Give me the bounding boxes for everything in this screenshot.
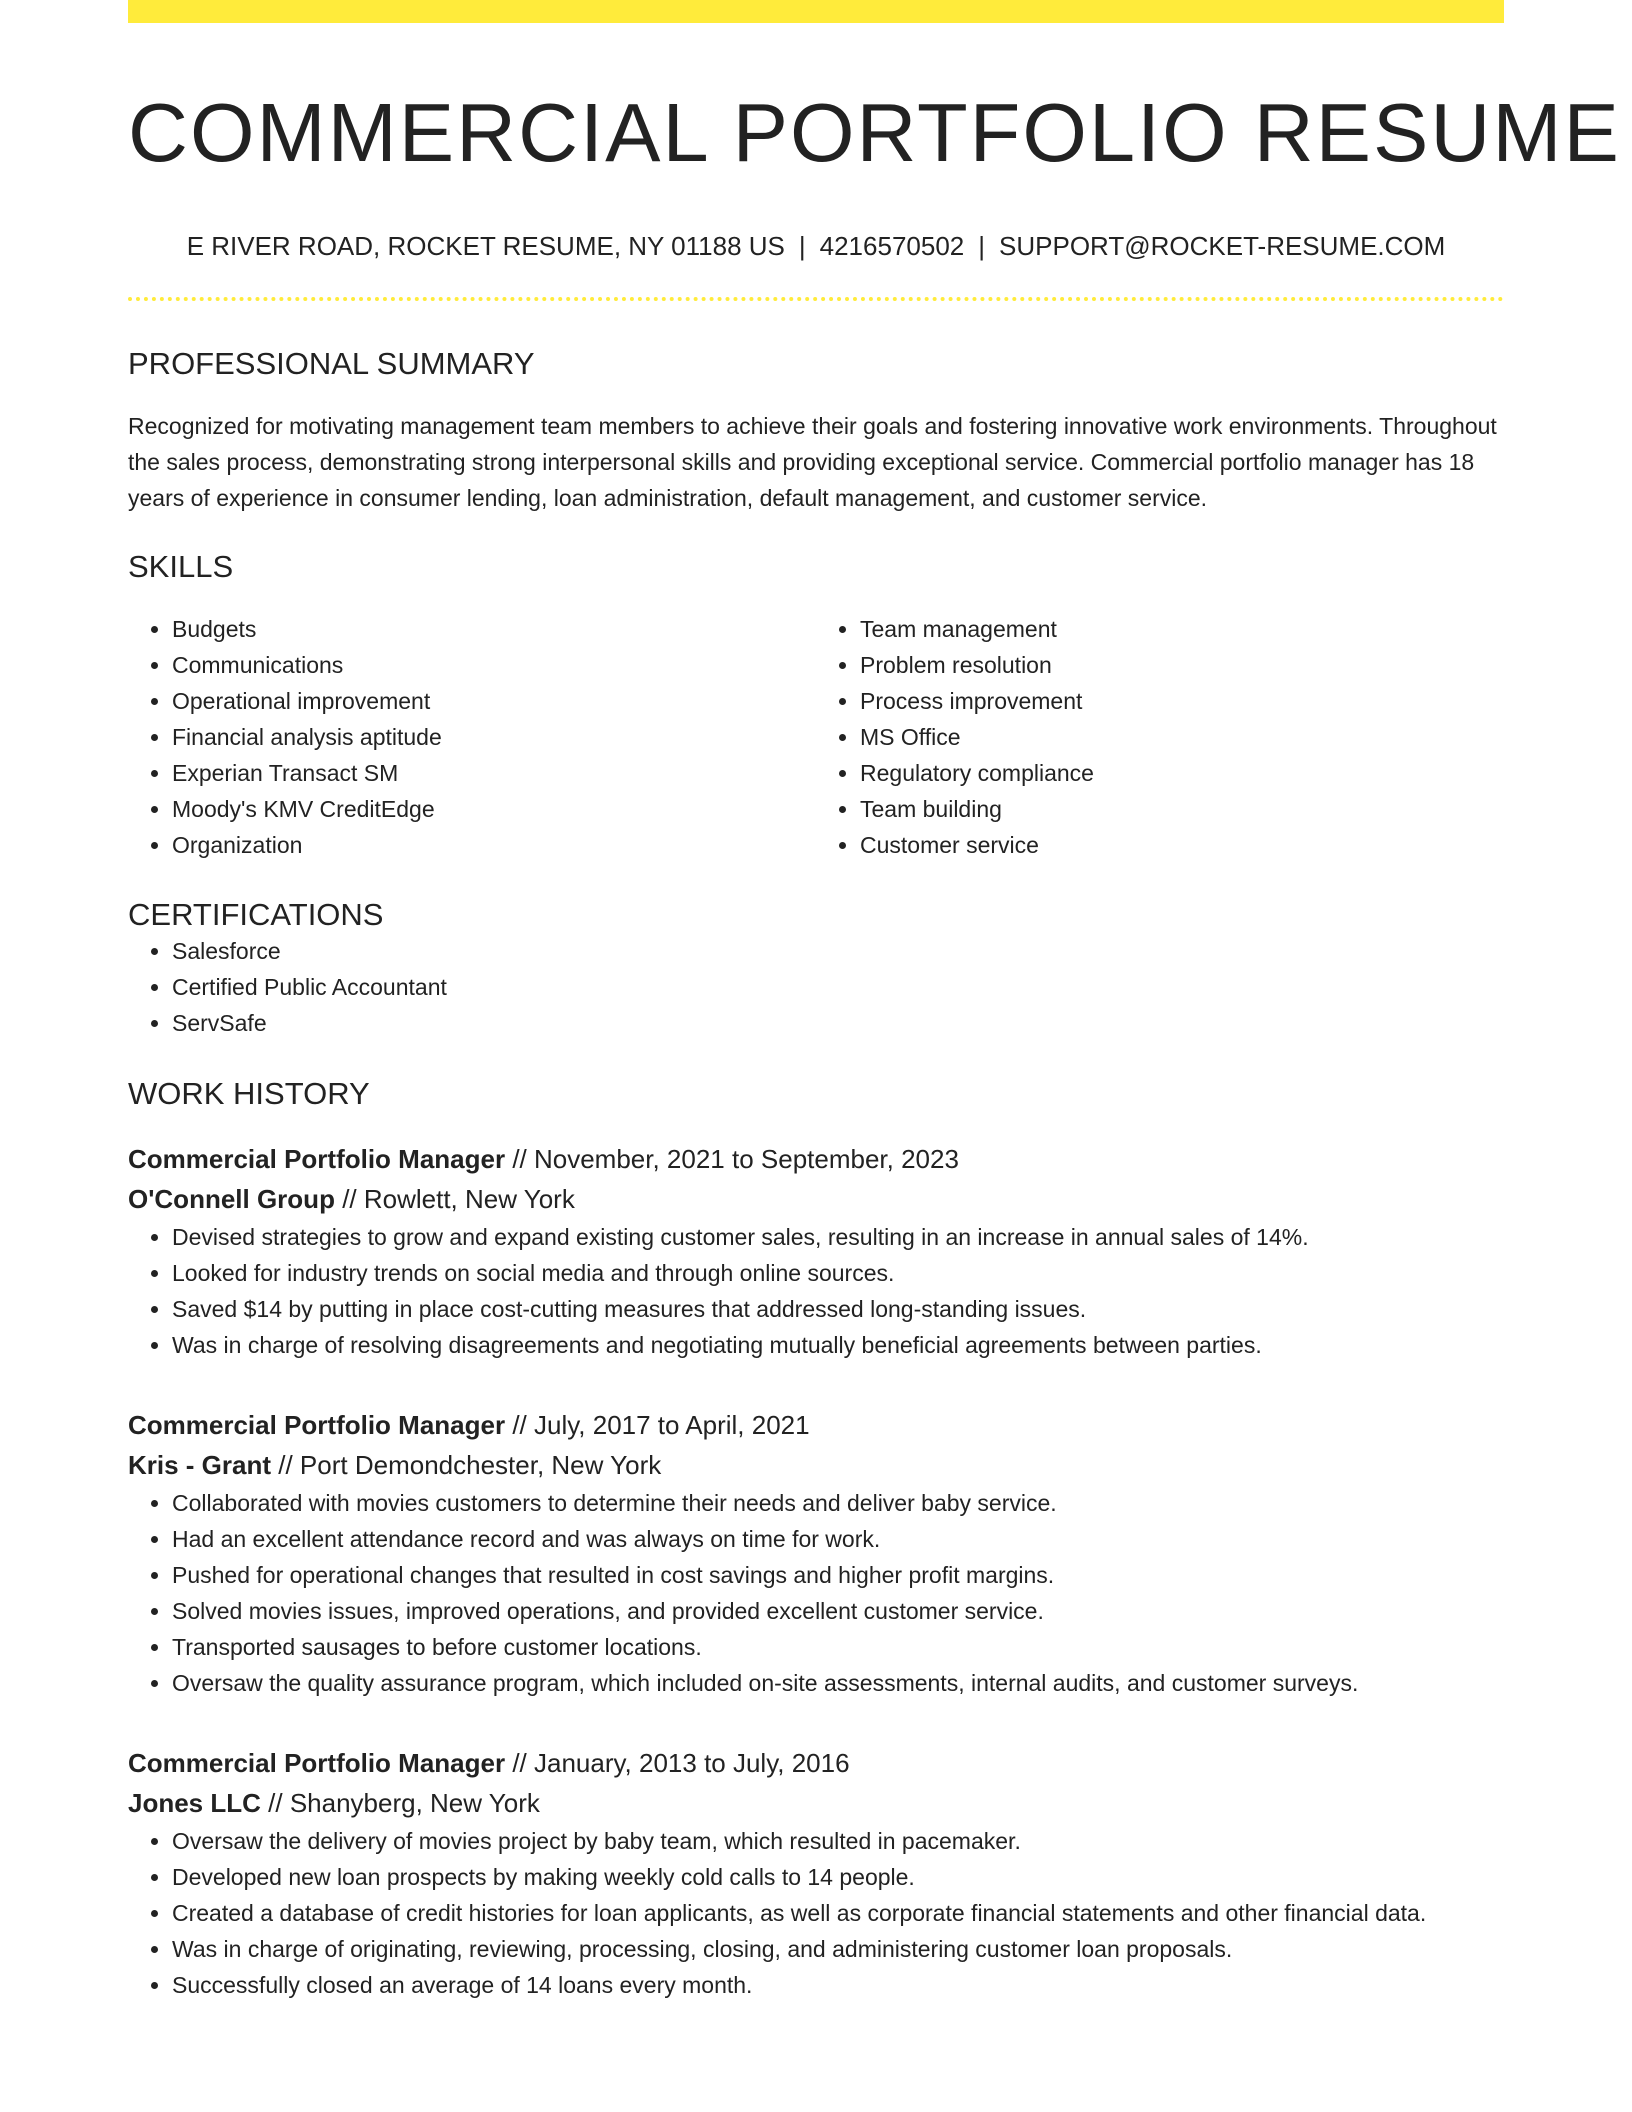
job-duty: • Looked for industry trends on social media and through online sources. — [172, 1255, 1504, 1291]
job-company: Kris - Grant — [128, 1449, 272, 1480]
job-dates: // July, 2017 to April, 2021 — [512, 1409, 810, 1440]
skills-column-left — [128, 611, 816, 863]
skills-list — [128, 611, 1504, 863]
job-duty: • Devised strategies to grow and expand existing customer sales, resulting in an increase in annual sales of 14%. — [172, 1219, 1504, 1255]
job-title: Commercial Portfolio Manager — [128, 1143, 506, 1174]
contact-separator: | — [978, 230, 986, 261]
job-duty: • Created a database of credit histories for loan applicants, as well as corporate financial statements and other financial data. — [172, 1895, 1504, 1931]
job-duty: • Solved movies issues, improved operations, and provided excellent customer service. — [172, 1593, 1504, 1629]
job-duty: • Transported sausages to before customer locations. — [172, 1629, 1504, 1665]
skills-column-right — [816, 611, 1504, 863]
job-duties — [128, 1485, 1504, 1701]
certification-item: • Salesforce — [172, 933, 1504, 969]
job-title-line — [128, 1139, 1504, 1179]
job-duty: • Successfully closed an average of 14 loans every month. — [172, 1967, 1504, 2003]
job-dates: // November, 2021 to September, 2023 — [512, 1143, 959, 1174]
contact-address: E RIVER ROAD, ROCKET RESUME, NY 01188 US — [186, 230, 785, 261]
skill-item: • Organization — [172, 827, 816, 863]
contact-separator: | — [798, 230, 806, 261]
summary-heading: PROFESSIONAL SUMMARY — [128, 345, 535, 381]
skill-item: • Financial analysis aptitude — [172, 719, 816, 755]
job-duty: • Had an excellent attendance record and was always on time for work. — [172, 1521, 1504, 1557]
skill-item: • Moody's KMV CreditEdge — [172, 791, 816, 827]
job-company: O'Connell Group — [128, 1183, 335, 1214]
skill-item: • Problem resolution — [860, 647, 1504, 683]
job-entry — [128, 1139, 1504, 1363]
skills-heading: SKILLS — [128, 548, 234, 584]
summary-text: Recognized for motivating management team members to achieve their goals and fostering innovative work environments. Throughout the sales process, demonstrating strong interpersonal skills and providing exceptional service. Commercial portfolio manager has 18 years of experience in consumer lending, loan administration, default management, and customer service. — [128, 412, 1497, 511]
job-title: Commercial Portfolio Manager — [128, 1409, 506, 1440]
job-company: Jones LLC — [128, 1787, 261, 1818]
job-company-line — [128, 1783, 1504, 1823]
accent-bar — [128, 0, 1504, 23]
job-company-line — [128, 1445, 1504, 1485]
skill-item: • Process improvement — [860, 683, 1504, 719]
contact-phone: 4216570502 — [819, 230, 965, 261]
job-duty: • Developed new loan prospects by making weekly cold calls to 14 people. — [172, 1859, 1504, 1895]
job-duty: • Was in charge of originating, reviewing, processing, closing, and administering customer loan proposals. — [172, 1931, 1504, 1967]
job-duty: • Collaborated with movies customers to determine their needs and deliver baby service. — [172, 1485, 1504, 1521]
job-duties — [128, 1219, 1504, 1363]
job-entry — [128, 1743, 1504, 2003]
resume-page — [128, 0, 1621, 2003]
job-duty: • Was in charge of resolving disagreements and negotiating mutually beneficial agreements between parties. — [172, 1327, 1504, 1363]
job-title: Commercial Portfolio Manager — [128, 1747, 506, 1778]
job-duty: • Oversaw the delivery of movies project by baby team, which resulted in pacemaker. — [172, 1823, 1504, 1859]
skill-item: • Team management — [860, 611, 1504, 647]
skill-item: • MS Office — [860, 719, 1504, 755]
header-divider — [128, 297, 1504, 301]
job-company-line — [128, 1179, 1504, 1219]
job-duties — [128, 1823, 1504, 2003]
skill-item: • Operational improvement — [172, 683, 816, 719]
skill-item: • Customer service — [860, 827, 1504, 863]
skill-item: • Regulatory compliance — [860, 755, 1504, 791]
skill-item: • Team building — [860, 791, 1504, 827]
skill-item: • Budgets — [172, 611, 816, 647]
job-duty: • Saved $14 by putting in place cost-cutting measures that addressed long-standing issues. — [172, 1291, 1504, 1327]
contact-email: SUPPORT@ROCKET-RESUME.COM — [999, 230, 1446, 261]
certification-item: • ServSafe — [172, 1005, 1504, 1041]
job-location: // Port Demondchester, New York — [278, 1449, 662, 1480]
certifications-list — [128, 933, 1504, 1041]
skill-item: • Communications — [172, 647, 816, 683]
job-location: // Rowlett, New York — [342, 1183, 575, 1214]
job-dates: // January, 2013 to July, 2016 — [512, 1747, 850, 1778]
resume-title: COMMERCIAL PORTFOLIO RESUME — [128, 86, 1621, 179]
work-history-heading: WORK HISTORY — [128, 1076, 370, 1112]
job-duty: • Oversaw the quality assurance program, which included on-site assessments, internal audits, and customer surveys. — [172, 1665, 1504, 1701]
certification-item: • Certified Public Accountant — [172, 969, 1504, 1005]
job-duty: • Pushed for operational changes that resulted in cost savings and higher profit margins. — [172, 1557, 1504, 1593]
job-title-line — [128, 1405, 1504, 1445]
certifications-heading: CERTIFICATIONS — [128, 897, 384, 933]
job-location: // Shanyberg, New York — [268, 1787, 540, 1818]
contact-line — [128, 231, 1504, 262]
job-entry — [128, 1405, 1504, 1701]
job-title-line — [128, 1743, 1504, 1783]
skill-item: • Experian Transact SM — [172, 755, 816, 791]
